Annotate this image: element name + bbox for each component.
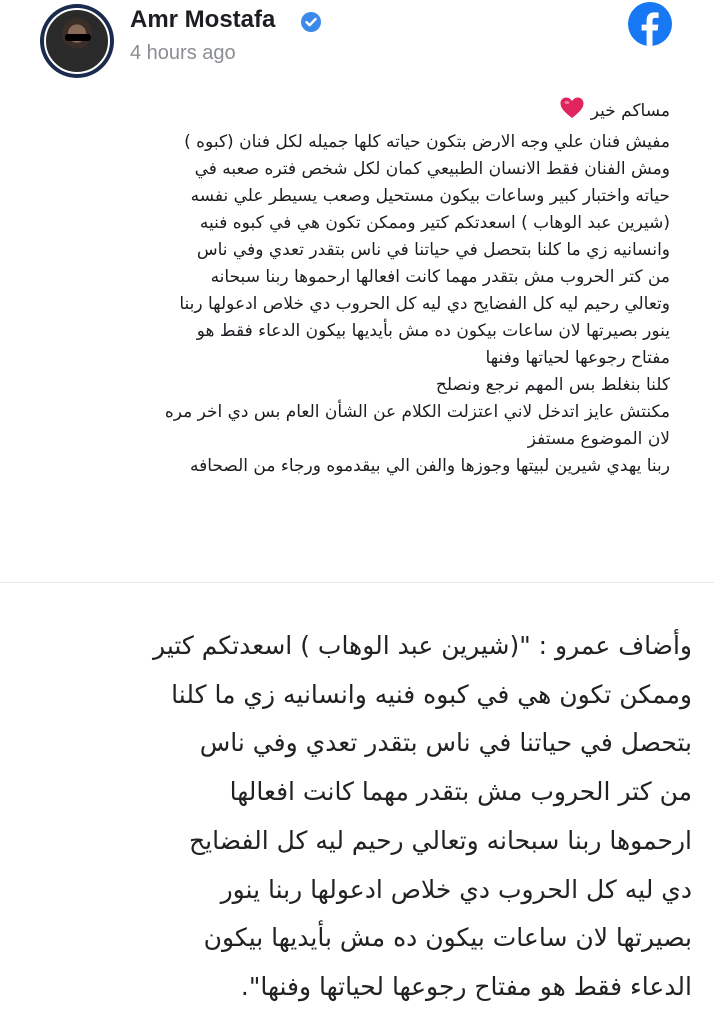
article-text-line: وممكن تكون هي في كبوه فنيه وانسانيه زي ما كلنا bbox=[171, 679, 692, 709]
post-text-line: ربنا يهدي شيرين لبيتها وجوزها والفن الي بيقدموه ورجاء من الصحافه bbox=[189, 456, 670, 476]
post-timestamp[interactable]: 4 hours ago bbox=[130, 42, 236, 64]
verified-badge-icon bbox=[301, 12, 321, 32]
article-text-line: الدعاء فقط هو مفتاح رجوعها لحياتها وفنها". bbox=[240, 971, 692, 1001]
article-text-line: دي ليه كل الحروب دي خلاص ادعولها ربنا ينور bbox=[220, 874, 692, 904]
avatar-photo bbox=[44, 8, 110, 74]
post-text-line: كلنا بنغلط بس المهم نرجع ونصلح bbox=[435, 375, 670, 395]
article-text-line: من كتر الحروب مش بتقدر مهما كانت افعالها bbox=[229, 777, 692, 807]
post-text-line: مفتاح رجوعها لحياتها وفنها bbox=[485, 348, 670, 368]
post-text-line: ينور بصيرتها لان ساعات بيكون ده مش بأيديها بيكون الدعاء فقط هو bbox=[196, 321, 670, 341]
article-text-line: بتحصل في حياتنا في ناس بتقدر تعدي وفي ناس bbox=[199, 728, 692, 758]
post-text-line: وانسانيه زي ما كلنا بتحصل في حياتنا في ناس بتقدر تعدي وفي ناس bbox=[196, 240, 670, 260]
section-divider bbox=[0, 582, 714, 583]
post-text-line: لان الموضوع مستفز bbox=[527, 429, 670, 449]
post-body bbox=[30, 96, 670, 480]
author-avatar[interactable] bbox=[40, 4, 114, 78]
heart-icon bbox=[559, 96, 585, 129]
post-text-line: وتعالي رحيم ليه كل الفضايح دي ليه كل الحروب دي خلاص ادعولها ربنا bbox=[179, 294, 670, 314]
article-text-line: وأضاف عمرو : "(شيرين عبد الوهاب ) اسعدتكم كتير bbox=[153, 631, 692, 660]
article-text-line: ارحموها ربنا سبحانه وتعالي رحيم ليه كل الفضايح bbox=[189, 825, 692, 855]
facebook-icon bbox=[628, 2, 672, 46]
post-text-line: من كتر الحروب مش بتقدر مهما كانت افعالها ارحموها ربنا سبحانه bbox=[210, 267, 670, 287]
post-greeting-line bbox=[30, 96, 670, 129]
article-paragraph bbox=[16, 622, 692, 1012]
post-header bbox=[0, 0, 714, 80]
post-line-text: مساكم خير bbox=[590, 101, 670, 121]
post-text-line: ومش الفنان فقط الانسان الطبيعي كمان لكل شخص فتره صعبه في bbox=[194, 159, 670, 179]
post-text-line: مفيش فنان علي وجه الارض بتكون حياته كلها جميله لكل فنان (كبوه ) bbox=[184, 132, 670, 152]
post-text-line: حياته واختبار كبير وساعات بيكون مستحيل وصعب يسيطر علي نفسه bbox=[190, 186, 670, 206]
article-text-line: بصيرتها لان ساعات بيكون ده مش بأيديها بيكون bbox=[203, 923, 692, 953]
post-text-line: (شيرين عبد الوهاب ) اسعدتكم كتير وممكن تكون هي في كبوه فنيه bbox=[199, 213, 670, 233]
author-name[interactable]: Amr Mostafa bbox=[130, 6, 276, 33]
post-text-line: مكنتش عايز اتدخل لاني اعتزلت الكلام عن الشأن العام بس دي اخر مره bbox=[164, 402, 670, 422]
